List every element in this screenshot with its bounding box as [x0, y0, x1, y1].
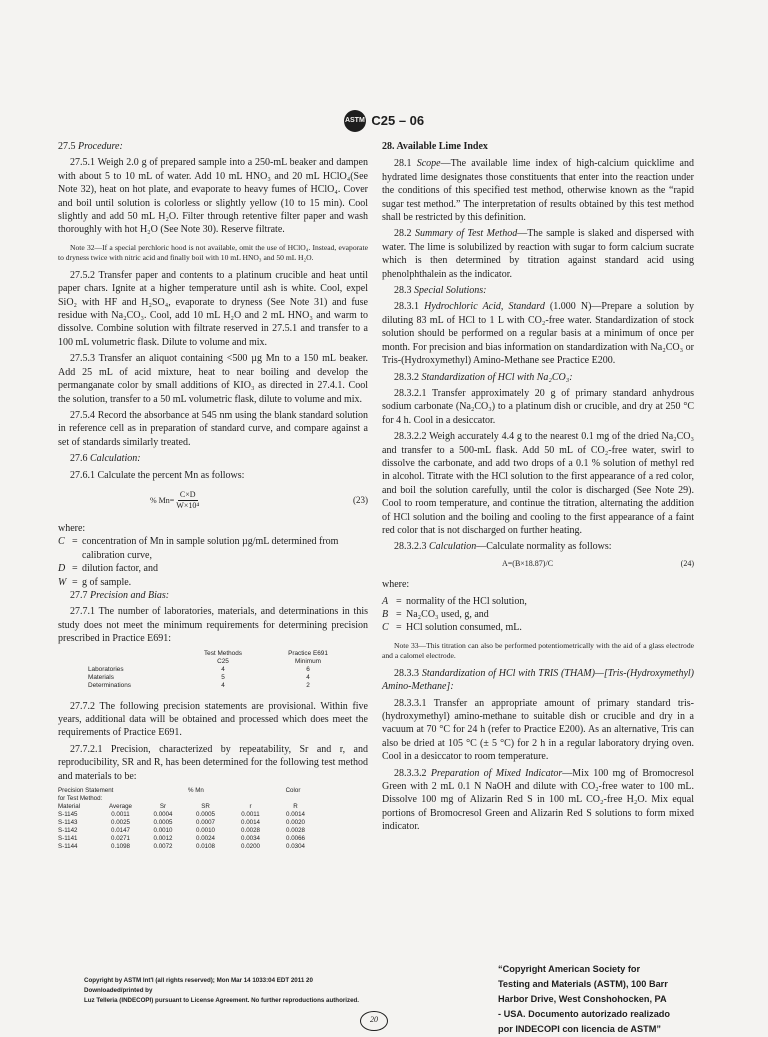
- right-column: [382, 140, 694, 837]
- para-28-3-3-2: 28.3.3.2 Preparation of Mixed Indicator—Mix 100 mg of Bromocresol Green with 2 mL 0.1 N NaOH and dilute with CO₂-free water to 100 mL. Dissolve 100 mg of Alizarin Red S in 100 mL CO₂-free H₂O. Mix equal portions of Bromocresol Green and Alizarin Red S solutions to form mixed indicator.: [382, 767, 695, 833]
- astm-logo: ASTM: [344, 110, 366, 132]
- para-28-3-3: 28.3.3 Standardization of HCl with TRIS (THAM)—[Tris-(Hydroxymethyl) Amino-Methane]:: [382, 667, 695, 693]
- standard-code: C25 – 06: [371, 113, 425, 129]
- where-item-w: W = g of sample.: [58, 576, 132, 588]
- precision-table: [58, 787, 368, 851]
- table-row: S-1144 0.1098 0.0072 0.0108 0.0200 0.0304: [58, 843, 305, 851]
- para-28-3-2: 28.3.2 Standardization of HCl with Na₂CO₃:: [394, 371, 573, 383]
- equation-23: [58, 488, 368, 514]
- para-28-3-2-1: 28.3.2.1 Transfer approximately 20 g of primary standard anhydrous sodium carbonate (Na₂CO₃) to a platinum dish or crucible, and dry at 250 °C for 4 h. Cool in a desiccator.: [382, 387, 694, 426]
- where-label: where:: [382, 579, 410, 591]
- equation-24-expression: A=(B×18.87)/C: [502, 558, 554, 568]
- para-27-5-4: 27.5.4 Record the absorbance at 545 nm using the blank standard solution in reference cell as in preparation of standard curve, and compare against a set of standards similarly treated.: [58, 409, 368, 448]
- equation-24: [382, 557, 694, 570]
- notice-line: “Copyright American Society for: [498, 964, 641, 974]
- ptab-color-label: Color: [285, 787, 301, 795]
- section-27-5-heading: 27.5 Procedure:: [58, 141, 123, 152]
- ptab-subtitle: for Test Method:: [58, 795, 103, 803]
- notice-line: por INDECOPI con licencia de ASTM”: [498, 1024, 662, 1034]
- notice-line: Testing and Materials (ASTM), 100 Barr: [498, 979, 668, 989]
- mtab-header-minimum: Minimum: [295, 657, 321, 665]
- footer-copyright: Copyright by ASTM Int'l (all rights reserved); Mon Mar 14 1033:04 EDT 2011: [84, 977, 305, 984]
- para-28-3-1: 28.3.1 Hydrochloric Acid, Standard (1.000 N)—Prepare a solution by diluting 83 mL of HCl to 1 L with CO₂-free water. Standardization of stock solution should be performed on a regular basis at a minimum of once per month. For precision and bias information on standardization with Na₂CO₃ or Tris-(Hydroxymethyl) Amino-Methane see Practice E200.: [382, 301, 694, 367]
- para-28-3-3-1: 28.3.3.1 Transfer an appropriate amount of primary standard tris-(hydroxymethyl) amino-methane to suitable dish or crucible and dry in a vacuum at 70 °C for 24 h (refer to Practice E200). As an alternative, Tris can also be dried at 105 °C (± 5 °C) for 2 h in a regular laboratory drying oven. Cool in a desiccator to room temperature.: [382, 697, 694, 763]
- para-27-7-2: 27.7.2 The following precision statements are provisional. Within five years, additional data will be obtained and processed which does meet the requirements of Practice E691.: [58, 700, 368, 739]
- para-28-3-2-3: 28.3.2.3 Calculation—Calculate normality as follows:: [394, 541, 612, 553]
- ptab-mn-label: % Mn: [188, 787, 204, 795]
- equation-23-lhs: % Mn=: [150, 496, 175, 506]
- footer-licensee: Luz Telleria (INDECOPI) pursuant to License Agreement. No further reproductions authorized.: [84, 997, 360, 1004]
- section-27-7-heading: 27.7 Precision and Bias:: [70, 589, 170, 601]
- ptab-title: Precision Statement: [58, 787, 114, 795]
- where-label: where:: [58, 522, 86, 534]
- para-27-7-1: 27.7.1 The number of laboratories, materials, and determinations in this study does not meet the minimum requirements for determining precision prescribed in Practice E691:: [58, 606, 368, 645]
- para-28-1: 28.1 Scope—The available lime index of high-calcium quicklime and hydrated lime designates those constituents that enter into the reaction under the conditions of this specified test method, otherwise known as the “rapid sugar test method.” The interpretation of results obtained by this test method shall be restricted by this definition.: [382, 158, 694, 224]
- page-number: 20: [306, 977, 313, 984]
- para-27-5-1: 27.5.1 Weigh 2.0 g of prepared sample into a 250-mL beaker and dampen with about 5 to 10 mL of water. Add 10 mL HNO₃ and 20 mL HClO₄(See Note 32), heat on hot plate, and evaporate to heavy fumes of HClO₄. Cover and boil until solution is colorless or slightly yellow (10 to 15 min). Cool slightly and add 50 mL H₂O. Filter through retentive filter paper and wash thoroughly with hot H₂O (See Note 30). Reserve filtrate.: [58, 157, 368, 236]
- handwritten-page-stamp: 20: [360, 1011, 388, 1031]
- equation-23-numerator: C×D: [179, 490, 196, 500]
- notice-line: Harbor Drive, West Conshohocken, PA: [498, 994, 667, 1004]
- table-row: S-1142 0.0147 0.0010 0.0010 0.0028 0.0028: [58, 827, 305, 835]
- para-28-2: 28.2 Summary of Test Method—The sample is slaked and dispersed with water. The lime is solubilized by reaction with sugar to form calcium sucrate which is then determined by titration against standard acid using phenolphthalein as the indicator.: [382, 228, 695, 280]
- table-row: Laboratories 4 6: [88, 665, 310, 673]
- equation-23-denominator: W×10⁴: [176, 501, 200, 511]
- footer-copyright-notice: [498, 962, 708, 1037]
- table-row: Determinations 4 2: [88, 681, 310, 689]
- where-item-c: C = concentration of Mn in sample solution µg/mL determined from calibration curve,: [58, 536, 339, 561]
- table-row: S-1141 0.0271 0.0012 0.0024 0.0034 0.0066: [58, 835, 305, 843]
- where-item-d: D = dilution factor, and: [58, 563, 158, 575]
- table-row: S-1143 0.0025 0.0005 0.0007 0.0014 0.0020: [58, 819, 305, 827]
- notice-line: - USA. Documento autorizado realizado: [498, 1009, 671, 1019]
- ptab-header-row: Material Average Sr SR r R: [58, 803, 298, 811]
- para-28-3: 28.3 Special Solutions:: [394, 285, 487, 297]
- table-row: S-1145 0.0011 0.0004 0.0005 0.0011 0.0014: [58, 811, 305, 819]
- minimum-requirements-table: [58, 650, 368, 690]
- equation-23-fraction: [176, 490, 199, 511]
- left-column: [58, 140, 368, 851]
- page-header: [0, 110, 768, 132]
- para-27-5-3: 27.5.3 Transfer an aliquot containing <500 µg Mn to a 150 mL beaker. Add 25 mL of acid mixture, heat to near boiling and develop the permanganate color by small additions of KIO₃ as directed in 27.4.1. Cool the solution, transfer to a 50 mL volumetric flask, dilute to volume and mix.: [58, 353, 368, 405]
- where-item-a: A = normality of the HCl solution,: [382, 595, 527, 607]
- footer-downloaded: Downloaded/printed by: [84, 987, 153, 994]
- equation-23-number: (23): [353, 495, 368, 506]
- para-28-3-2-2: 28.3.2.2 Weigh accurately 4.4 g to the nearest 0.1 mg of the dried Na₂CO₃ and transfer to a 500-mL flask. Add 50 mL of CO₂-free water, swirl to dissolve the carbonate, and add two drops of a 0.1 % solution of methyl red in alcohol. Titrate with the HCl solution to the first appearance of a red color, and boil the solution carefully, until the color is discharged (See Note 29). Cool to room temperature, and continue the titration, alternating the addition of HCl solution and the boiling and cooling to the first appearance of a faint red color that is not discharged on further heating.: [382, 431, 694, 536]
- para-27-7-2-1: 27.7.2.1 Precision, characterized by repeatability, Sr and r, and reproducibility, SR and R, has been determined for the following test method and materials to be:: [58, 743, 368, 782]
- para-27-6-1: 27.6.1 Calculate the percent Mn as follows:: [70, 469, 245, 481]
- where-item-c: C = HCl solution consumed, mL.: [382, 622, 522, 634]
- equation-24-number: (24): [680, 558, 694, 568]
- mtab-header-practice: Practice E691: [288, 649, 328, 657]
- section-27-6-heading: 27.6 Calculation:: [70, 453, 141, 465]
- footer-license: [84, 976, 384, 1006]
- note-32: Note 32—If a special perchloric hood is not available, omit the use of HClO₄. Instead, evaporate to dryness twice with nitric acid and finally boil with 10 mL HNO₃ and 50 mL H₂O.: [58, 242, 368, 262]
- where-item-b: B = Na₂CO₃ used, g, and: [382, 609, 489, 620]
- mtab-header-c25: C25: [217, 657, 229, 665]
- mtab-header-test-methods: Test Methods: [203, 649, 242, 657]
- para-27-5-2: 27.5.2 Transfer paper and contents to a platinum crucible and heat until paper chars. Ignite at a higher temperature until ash is white. Cool, expel SiO₂ with HF and H₂SO₄, evaporate to dryness (See Note 31) and fuse residue with Na₂CO₃. Cool, add 10 mL H₂O and 2 mL HNO₃ and warm to dissolve. Combine solution with filtrate reserved in 27.5.1 and transfer to a 100 mL volumetric flask. Dilute to volume and mix.: [58, 269, 368, 348]
- table-row: Materials 5 4: [88, 673, 310, 681]
- note-33: Note 33—This titration can also be performed potentiometrically with the aid of a glass electrode and a calomel electrode.: [382, 640, 694, 660]
- section-28-heading: 28. Available Lime Index: [382, 141, 488, 152]
